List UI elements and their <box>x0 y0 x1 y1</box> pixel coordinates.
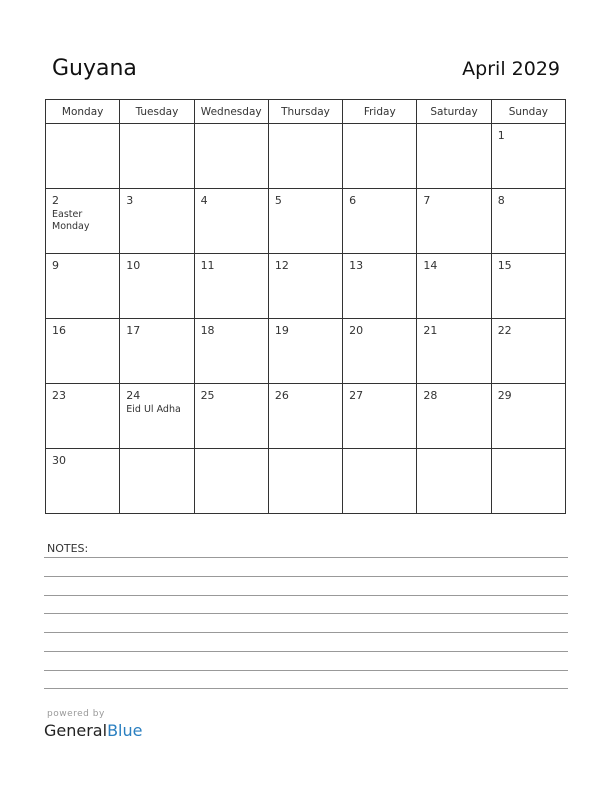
day-number: 21 <box>423 324 438 337</box>
weekday-sunday: Sunday <box>491 100 565 124</box>
day-cell <box>417 189 491 254</box>
month-title: April 2029 <box>462 58 560 80</box>
day-cell <box>268 319 342 384</box>
holiday-label: Easter Monday <box>52 209 90 232</box>
day-cell <box>120 449 194 514</box>
day-number: 27 <box>349 389 364 402</box>
day-cell <box>491 449 565 514</box>
day-cell <box>343 319 417 384</box>
day-number: 17 <box>126 324 141 337</box>
day-number <box>46 124 119 130</box>
day-cell <box>417 254 491 319</box>
day-cell <box>46 449 120 514</box>
weekday-friday: Friday <box>343 100 417 124</box>
brand-logo <box>44 721 142 740</box>
day-number: 3 <box>126 194 134 207</box>
day-number: 30 <box>52 454 66 467</box>
day-number <box>120 449 193 455</box>
day-number: 24 <box>126 389 141 402</box>
day-cell <box>194 254 268 319</box>
day-number: 13 <box>349 259 364 272</box>
day-cell <box>120 189 194 254</box>
weekday-wednesday: Wednesday <box>194 100 268 124</box>
day-number: 5 <box>274 194 282 207</box>
weekday-tuesday: Tuesday <box>120 100 194 124</box>
weekday-thursday: Thursday <box>268 100 342 124</box>
day-number <box>492 449 565 455</box>
day-number: 23 <box>52 389 66 402</box>
week-row <box>46 124 566 189</box>
day-cell <box>194 189 268 254</box>
day-cell <box>194 384 268 449</box>
day-cell <box>268 189 342 254</box>
day-cell <box>194 124 268 189</box>
day-cell <box>268 384 342 449</box>
day-number: 26 <box>274 389 289 402</box>
day-number: 1 <box>497 129 505 142</box>
day-cell <box>491 384 565 449</box>
note-line <box>44 632 568 633</box>
day-number: 25 <box>200 389 215 402</box>
brand-general: General <box>44 721 108 740</box>
week-row <box>46 384 566 449</box>
note-line <box>44 557 568 558</box>
weekday-header-row <box>46 100 566 124</box>
day-number: 14 <box>423 259 438 272</box>
day-number: 18 <box>200 324 215 337</box>
day-number: 15 <box>497 259 512 272</box>
day-cell <box>491 254 565 319</box>
day-number: 8 <box>497 194 505 207</box>
day-number: 7 <box>423 194 431 207</box>
day-cell <box>417 319 491 384</box>
brand-blue: Blue <box>107 721 143 740</box>
day-number: 4 <box>200 194 208 207</box>
day-cell <box>120 254 194 319</box>
country-title: Guyana <box>52 56 137 81</box>
day-cell <box>343 254 417 319</box>
week-row <box>46 189 566 254</box>
day-number: 10 <box>126 259 141 272</box>
day-cell <box>120 384 194 449</box>
day-cell <box>343 189 417 254</box>
day-cell <box>343 384 417 449</box>
week-row <box>46 254 566 319</box>
day-number <box>269 124 342 130</box>
notes-label: NOTES: <box>47 542 89 555</box>
day-cell <box>194 319 268 384</box>
day-cell <box>268 254 342 319</box>
day-cell <box>491 319 565 384</box>
note-line <box>44 688 568 689</box>
week-row <box>46 319 566 384</box>
note-line <box>44 651 568 652</box>
day-number <box>195 449 268 455</box>
day-cell <box>268 124 342 189</box>
day-cell <box>268 449 342 514</box>
calendar-grid <box>45 99 566 514</box>
day-number: 16 <box>52 324 66 337</box>
day-number <box>120 124 193 130</box>
day-cell <box>46 254 120 319</box>
day-cell <box>120 124 194 189</box>
day-cell <box>46 189 120 254</box>
day-number: 29 <box>497 389 512 402</box>
day-number <box>195 124 268 130</box>
day-number: 2 <box>52 194 59 207</box>
day-number <box>343 124 416 130</box>
day-cell <box>194 449 268 514</box>
weekday-monday: Monday <box>46 100 120 124</box>
day-number: 11 <box>200 259 215 272</box>
note-line <box>44 613 568 614</box>
day-number <box>343 449 416 455</box>
day-number: 19 <box>274 324 289 337</box>
day-cell <box>417 124 491 189</box>
day-number: 22 <box>497 324 512 337</box>
day-cell <box>120 319 194 384</box>
day-number: 28 <box>423 389 438 402</box>
day-cell <box>46 384 120 449</box>
day-number: 6 <box>349 194 357 207</box>
week-row <box>46 449 566 514</box>
day-number <box>417 449 490 455</box>
day-cell <box>491 189 565 254</box>
day-cell <box>417 449 491 514</box>
day-number: 12 <box>274 259 289 272</box>
note-line <box>44 670 568 671</box>
powered-by-text: powered by <box>47 709 105 719</box>
weekday-saturday: Saturday <box>417 100 491 124</box>
day-number <box>417 124 490 130</box>
day-cell <box>46 319 120 384</box>
day-cell <box>343 124 417 189</box>
day-cell <box>46 124 120 189</box>
day-cell <box>417 384 491 449</box>
day-number <box>269 449 342 455</box>
note-line <box>44 576 568 577</box>
day-cell <box>343 449 417 514</box>
holiday-label: Eid Ul Adha <box>126 404 181 415</box>
note-line <box>44 595 568 596</box>
day-number: 9 <box>52 259 59 272</box>
day-cell <box>491 124 565 189</box>
day-number: 20 <box>349 324 364 337</box>
